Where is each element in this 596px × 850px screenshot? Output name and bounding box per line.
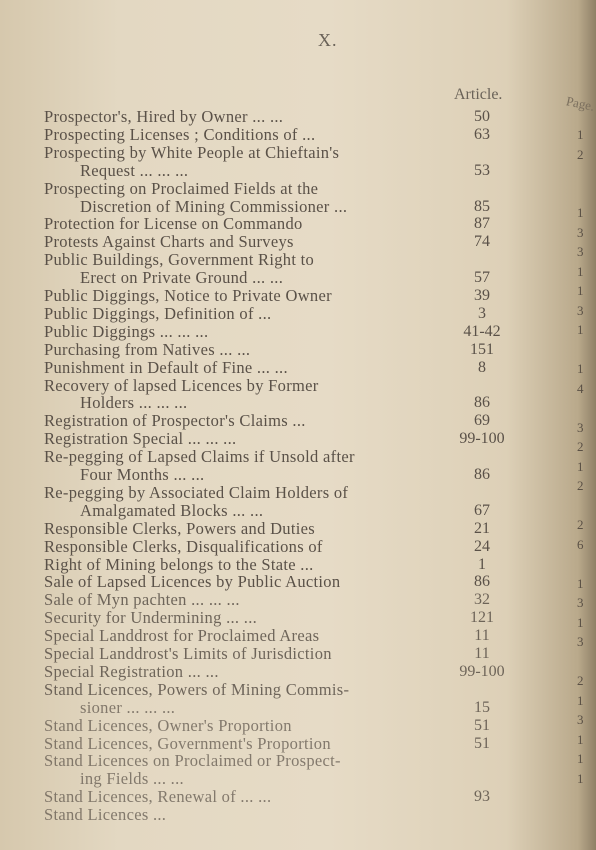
edge-number: 1	[577, 205, 584, 220]
edge-number: 2	[577, 517, 584, 532]
index-entry-text: Special Landdrost's Limits of Jurisdiction	[44, 644, 332, 663]
edge-number: 3	[577, 224, 584, 240]
index-entry-text: Registration of Prospector's Claims ...	[44, 411, 306, 431]
index-entry-text: Sale of Myn pachten ... ... ...	[44, 590, 240, 610]
edge-number: 2	[577, 439, 584, 454]
index-entry-text: Discretion of Mining Commissioner ...	[80, 196, 348, 216]
index-entry-text: Public Diggings, Notice to Private Owner	[44, 286, 332, 305]
article-number: 63	[474, 125, 490, 143]
edge-number: 2	[577, 146, 584, 162]
index-entry-text: Security for Undermining ... ...	[44, 608, 258, 628]
article-number: 86	[474, 466, 490, 483]
index-entry-text: Public Diggings, Definition of ...	[44, 303, 272, 323]
article-number: 85	[474, 197, 490, 215]
article-number: 69	[474, 412, 490, 430]
index-entry-text: Prospecting Licenses ; Conditions of ...	[44, 124, 316, 144]
index-entry-text: Stand Licences, Owner's Proportion	[44, 715, 292, 735]
index-entry-text: Punishment in Default of Fine ... ...	[44, 357, 288, 377]
article-number: 32	[474, 591, 490, 609]
edge-number: 1	[577, 263, 584, 279]
article-number: 99-100	[459, 430, 505, 448]
article-number: 57	[474, 269, 490, 287]
edge-number: 1	[577, 731, 584, 747]
edge-number: 1	[577, 770, 584, 786]
index-entry-text: Purchasing from Natives ... ...	[44, 339, 251, 359]
article-number: 87	[474, 215, 490, 233]
edge-number: 3	[577, 302, 584, 318]
index-entry-text: Stand Licences on Proclaimed or Prospect-	[44, 751, 341, 771]
index-entry-text: Request ... ... ...	[80, 160, 189, 180]
index-entry-text: Right of Mining belongs to the State ...	[44, 554, 314, 574]
index-entry-text: Registration Special ... ... ...	[44, 429, 237, 449]
index-entry-text: Responsible Clerks, Powers and Duties	[44, 518, 315, 538]
edge-number: 1	[577, 614, 584, 630]
article-number: 93	[474, 788, 490, 806]
index-entry-text: Prospecting by White People at Chieftain's	[44, 142, 340, 162]
edge-number: 1	[577, 283, 584, 298]
edge-number: 3	[577, 634, 584, 649]
edge-number: 1	[577, 127, 584, 142]
page-column-heading: Page.	[564, 93, 596, 114]
article-number: 86	[474, 394, 490, 412]
article-number: 24	[474, 537, 490, 555]
index-entry-text: Stand Licences, Government's Proportion	[44, 733, 331, 753]
article-number: 39	[474, 287, 490, 304]
article-number: 51	[474, 716, 490, 734]
article-column-heading: Article.	[454, 86, 503, 103]
index-entry-text: Special Registration ... ...	[44, 661, 219, 681]
article-number: 50	[474, 108, 490, 125]
edge-number: 6	[577, 536, 584, 552]
index-entry-text: Holders ... ... ...	[80, 393, 188, 413]
edge-number: 2	[577, 478, 584, 493]
page-number: X.	[318, 30, 338, 50]
edge-number: 3	[577, 244, 584, 259]
edge-number: 1	[577, 575, 584, 591]
article-number: 11	[474, 627, 490, 645]
article-number: 15	[474, 698, 490, 716]
article-number: 11	[474, 645, 490, 662]
index-entry-text: sioner ... ... ...	[80, 697, 176, 717]
edge-number: 2	[577, 673, 584, 688]
article-number: 53	[474, 161, 490, 179]
index-entry-text: Prospector's, Hired by Owner ... ...	[44, 107, 284, 126]
index-entry-text: Erect on Private Ground ... ...	[80, 268, 284, 288]
article-number: 67	[474, 501, 490, 519]
index-entry-text: Sale of Lapsed Licences by Public Auction	[44, 572, 341, 592]
article-number: 121	[470, 609, 494, 627]
article-number: 3	[478, 304, 486, 322]
article-number: 86	[474, 573, 490, 591]
edge-number: 4	[577, 380, 584, 396]
edge-number: 3	[577, 419, 584, 435]
index-entry-text: Stand Licences ...	[44, 805, 167, 825]
index-entry-text: Protests Against Charts and Surveys	[44, 232, 294, 252]
edge-number: 1	[577, 361, 584, 376]
article-number: 41-42	[463, 322, 501, 340]
index-entry-text: Protection for License on Commando	[44, 214, 303, 234]
index-entry-text: Public Buildings, Government Right to	[44, 250, 315, 270]
article-number: 99-100	[459, 662, 505, 680]
index-entry-text: Four Months ... ...	[80, 465, 205, 484]
article-number: 74	[474, 233, 490, 251]
edge-number: 1	[577, 322, 584, 337]
index-entry-text: Public Diggings ... ... ...	[44, 321, 209, 341]
article-number: 1	[478, 555, 486, 573]
index-entry-text: Stand Licences, Powers of Mining Commis-	[44, 679, 350, 699]
index-entry-text: Stand Licences, Renewal of ... ...	[44, 787, 272, 807]
article-number: 151	[470, 340, 494, 358]
edge-number: 1	[577, 458, 584, 474]
index-entry-text: Recovery of lapsed Licences by Former	[44, 375, 319, 395]
article-number: 51	[474, 734, 490, 752]
index-entry-text: Special Landdrost for Proclaimed Areas	[44, 626, 320, 646]
index-entry-text: Amalgamated Blocks ... ...	[80, 500, 264, 520]
edge-number: 1	[577, 751, 584, 766]
edge-number: 1	[577, 692, 584, 708]
index-entry-text: ing Fields ... ...	[80, 769, 184, 789]
edge-number: 3	[577, 595, 584, 610]
article-number: 8	[478, 358, 486, 376]
index-entry-text: Prospecting on Proclaimed Fields at the	[44, 178, 319, 198]
index-entry-text: Re-pegging by Associated Claim Holders of	[44, 482, 349, 502]
index-entry-text: Responsible Clerks, Disqualifications of	[44, 536, 323, 556]
index-entry-text: Re-pegging of Lapsed Claims if Unsold after	[44, 447, 355, 467]
article-number: 21	[474, 519, 490, 537]
edge-number: 3	[577, 712, 584, 727]
